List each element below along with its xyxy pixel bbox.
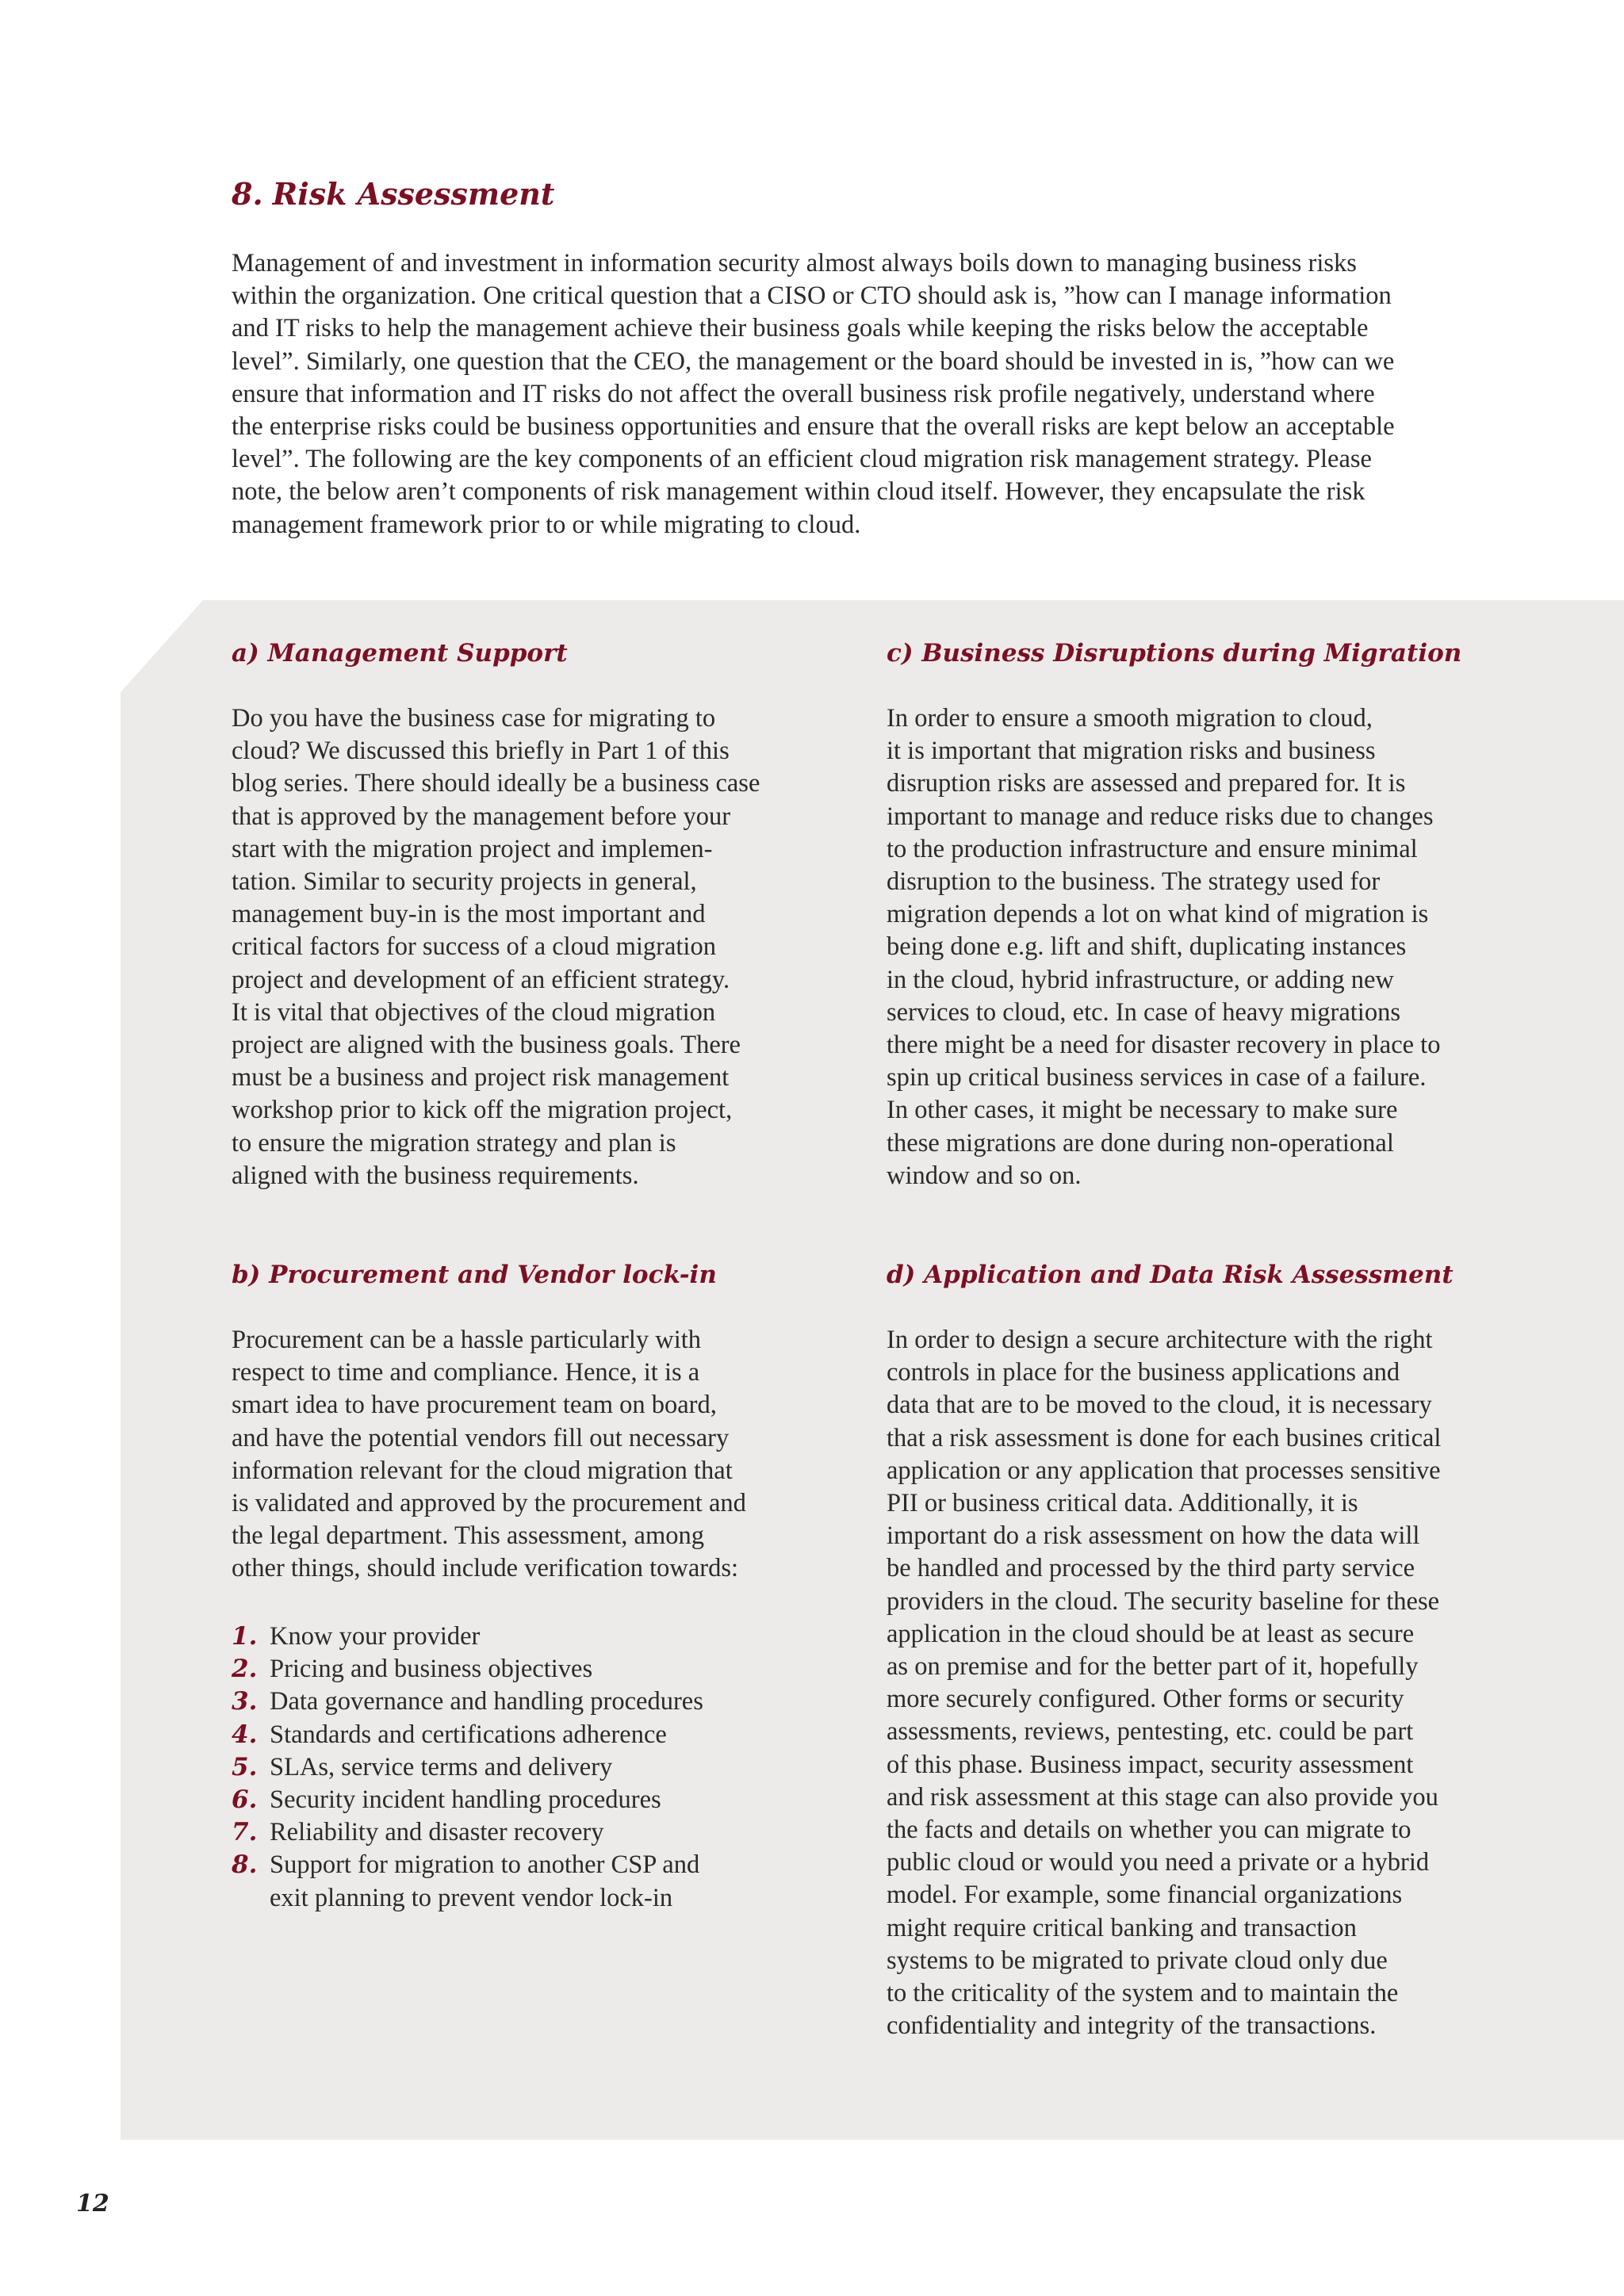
text-line: there might be a need for disaster recovery in place to	[887, 1031, 1441, 1060]
list-item-text	[270, 1784, 703, 1816]
text-line: services to cloud, etc. In case of heavy migrations	[887, 997, 1400, 1027]
business-disruptions-text	[887, 702, 1440, 1192]
text-line: smart idea to have procurement team on board,	[232, 1391, 717, 1420]
text-line: it is important that migration risks and business	[887, 737, 1376, 766]
application-data-text	[887, 1324, 1441, 2042]
text-line: critical factors for success of a cloud migration	[232, 932, 716, 962]
text-line: and have the potential vendors fill out necessary	[232, 1423, 730, 1452]
text-line: Data governance and handling procedures	[270, 1687, 703, 1716]
list-item-number: 1.	[232, 1622, 258, 1651]
text-line: important do a risk assessment on how the data will	[887, 1521, 1420, 1551]
text-line: level”. Similarly, one question that the CEO, the management or the board should be invested in is, ”how can we	[232, 346, 1395, 376]
text-line: migration depends a lot on what kind of migration is	[887, 900, 1429, 929]
text-line: Do you have the business case for migrating to	[232, 704, 716, 733]
section-title: Risk Assessment	[272, 176, 555, 212]
text-line: to the criticality of the system and to maintain the	[887, 1979, 1399, 2008]
page-number: 12	[76, 2190, 109, 2218]
text-line: and IT risks to help the management achieve their business goals while keeping the risks below the acceptable	[232, 314, 1369, 343]
list-item-text	[270, 1751, 703, 1784]
list-item-number: 8.	[232, 1850, 258, 1880]
business-disruptions-heading: c) Business Disruptions during Migration	[887, 639, 1462, 668]
text-line: project and development of an efficient strategy.	[232, 965, 730, 994]
application-data-heading: d) Application and Data Risk Assessment	[887, 1261, 1454, 1289]
procurement-text	[232, 1324, 746, 1586]
section-heading	[232, 176, 554, 212]
text-line: being done e.g. lift and shift, duplicating instances	[887, 932, 1407, 962]
list-item-number: 6.	[232, 1785, 258, 1815]
text-line: management buy-in is the most important and	[232, 900, 706, 929]
text-line: SLAs, service terms and delivery	[270, 1752, 613, 1781]
text-line: that is approved by the management before your	[232, 802, 731, 831]
text-line: might require critical banking and transaction	[887, 1913, 1357, 1942]
text-line: respect to time and compliance. Hence, it is a	[232, 1358, 700, 1387]
list-item	[232, 1686, 703, 1718]
intro-paragraph	[232, 247, 1500, 541]
text-line: application in the cloud should be at least as secure	[887, 1619, 1415, 1648]
list-item	[232, 1816, 703, 1849]
list-item-number: 5.	[232, 1752, 258, 1781]
list-item-text	[270, 1719, 703, 1751]
text-line: and risk assessment at this stage can also provide you	[887, 1782, 1438, 1812]
list-item-text	[270, 1621, 703, 1653]
text-line: disruption to the business. The strategy used for	[887, 867, 1381, 897]
list-item	[232, 1849, 703, 1914]
list-item-text	[270, 1653, 703, 1686]
text-line: public cloud or would you need a private or a hybrid	[887, 1848, 1430, 1877]
list-item-text	[270, 1816, 703, 1849]
text-line: important to manage and reduce risks due to changes	[887, 802, 1434, 831]
text-line: to ensure the migration strategy and plan is	[232, 1128, 676, 1158]
text-line: PII or business critical data. Additionally, it is	[887, 1489, 1358, 1518]
text-line: more securely configured. Other forms or security	[887, 1685, 1404, 1714]
text-line: in the cloud, hybrid infrastructure, or adding new	[887, 965, 1394, 994]
text-line: that a risk assessment is done for each busines critical	[887, 1423, 1442, 1452]
list-item-number: 4.	[232, 1720, 258, 1749]
text-line: model. For example, some financial organizations	[887, 1881, 1403, 1910]
list-item-number: 3.	[232, 1687, 258, 1716]
text-line: In order to design a secure architecture with the right	[887, 1326, 1433, 1354]
management-support-text	[232, 702, 760, 1192]
text-line: window and so on.	[887, 1161, 1082, 1190]
text-line: disruption risks are assessed and prepared for. It is	[887, 769, 1406, 798]
text-line: systems to be migrated to private cloud only due	[887, 1946, 1388, 1975]
text-line: It is vital that objectives of the cloud migration	[232, 997, 716, 1027]
text-line: is validated and approved by the procurement and	[232, 1489, 746, 1518]
text-line: Management of and investment in information security almost always boils down to managing business risks	[232, 249, 1357, 277]
text-line: note, the below aren’t components of risk management within cloud itself. However, they encapsulate the risk	[232, 477, 1365, 507]
text-line: blog series. There should ideally be a business case	[232, 769, 760, 798]
text-line: other things, should include verification towards:	[232, 1554, 739, 1583]
text-line: cloud? We discussed this briefly in Part 1 of this	[232, 737, 730, 766]
text-line: Standards and certifications adherence	[270, 1720, 667, 1749]
list-item	[232, 1751, 703, 1784]
text-line: as on premise and for the better part of it, hopefully	[887, 1652, 1419, 1682]
text-line: information relevant for the cloud migration that	[232, 1456, 733, 1485]
text-line: of this phase. Business impact, security assessment	[887, 1750, 1414, 1779]
text-line: Procurement can be a hassle particularly with	[232, 1326, 701, 1354]
text-line: to the production infrastructure and ensure minimal	[887, 834, 1418, 863]
section-number: 8.	[232, 176, 263, 212]
list-item	[232, 1719, 703, 1751]
text-line: project are aligned with the business goals. There	[232, 1031, 741, 1060]
list-item	[232, 1621, 703, 1653]
text-line: exit planning to prevent vendor lock-in	[270, 1883, 673, 1912]
text-line: In order to ensure a smooth migration to cloud,	[887, 704, 1373, 733]
list-item-text	[270, 1849, 703, 1914]
text-line: Pricing and business objectives	[270, 1655, 593, 1684]
text-line: must be a business and project risk management	[232, 1063, 730, 1093]
text-line: Know your provider	[270, 1622, 481, 1651]
text-line: providers in the cloud. The security baseline for these	[887, 1586, 1440, 1616]
list-item	[232, 1653, 703, 1686]
management-support-heading: a) Management Support	[232, 639, 568, 668]
text-line: start with the migration project and implemen-	[232, 834, 713, 863]
text-line: the facts and details on whether you can migrate to	[887, 1816, 1411, 1845]
text-line: Support for migration to another CSP and	[270, 1850, 700, 1880]
text-line: controls in place for the business applications and	[887, 1358, 1400, 1387]
text-line: In other cases, it might be necessary to make sure	[887, 1096, 1398, 1125]
text-line: the enterprise risks could be business opportunities and ensure that the overall risks are kept below an acceptable	[232, 412, 1395, 442]
text-line: confidentiality and integrity of the transactions.	[887, 2011, 1377, 2041]
list-item-number: 7.	[232, 1818, 258, 1847]
text-line: these migrations are done during non-operational	[887, 1128, 1394, 1158]
text-line: workshop prior to kick off the migration project,	[232, 1096, 733, 1125]
procurement-verification-list	[232, 1621, 703, 1915]
text-line: management framework prior to or while migrating to cloud.	[232, 510, 861, 539]
list-item-number: 2.	[232, 1655, 258, 1684]
text-line: be handled and processed by the third party service	[887, 1554, 1415, 1583]
text-line: assessments, reviews, pentesting, etc. could be part	[887, 1717, 1414, 1747]
procurement-heading: b) Procurement and Vendor lock-in	[232, 1261, 717, 1289]
text-line: application or any application that processes sensitive	[887, 1456, 1441, 1485]
text-line: the legal department. This assessment, among	[232, 1521, 704, 1551]
text-line: aligned with the business requirements.	[232, 1161, 639, 1190]
list-item-text	[270, 1686, 703, 1718]
text-line: level”. The following are the key components of an efficient cloud migration risk management strategy. Please	[232, 445, 1372, 474]
text-line: data that are to be moved to the cloud, it is necessary	[887, 1391, 1432, 1420]
text-line: within the organization. One critical question that a CISO or CTO should ask is, ”how can I manage information	[232, 281, 1392, 311]
text-line: ensure that information and IT risks do not affect the overall business risk profile negatively, understand where	[232, 379, 1375, 408]
text-line: Security incident handling procedures	[270, 1785, 661, 1815]
text-line: spin up critical business services in case of a failure.	[887, 1063, 1427, 1093]
text-line: Reliability and disaster recovery	[270, 1818, 604, 1847]
list-item	[232, 1784, 703, 1816]
text-line: tation. Similar to security projects in general,	[232, 867, 697, 897]
